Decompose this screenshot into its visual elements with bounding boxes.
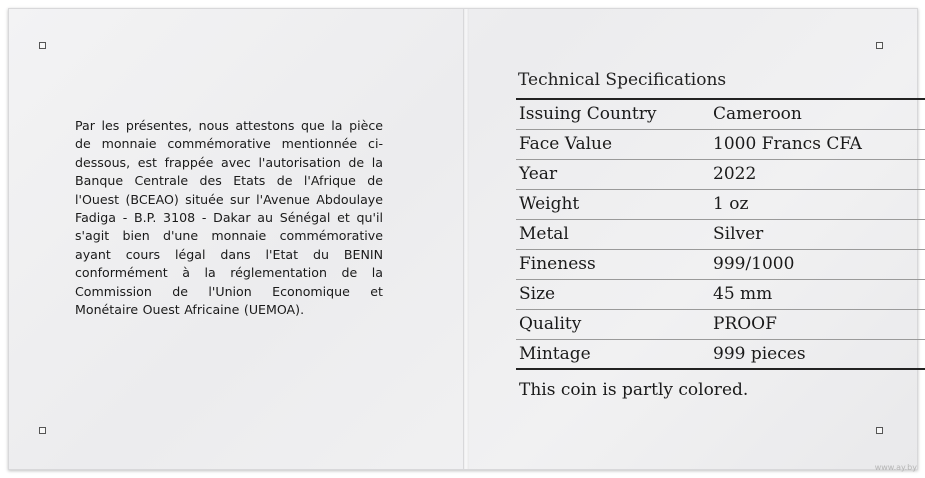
spec-label: Face Value bbox=[516, 129, 710, 159]
corner-mark-icon bbox=[876, 427, 883, 434]
spec-label: Quality bbox=[516, 309, 710, 339]
spec-row-metal bbox=[516, 219, 925, 249]
spec-row-mintage bbox=[516, 339, 925, 369]
spec-row-fineness bbox=[516, 249, 925, 279]
attestation-text: Par les présentes, nous attestons que la pièce de monnaie commémorative mentionnée ci-dessous, est frappée avec l'autorisation de la Banque Centrale des Etats de l'Afrique de l'Ouest (BCEAO) située sur l'Avenue Abdoulaye Fadiga - B.P. 3108 - Dakar au Sénégal et qu'il s'agit bien d'une monnaie commémorative ayant cours légal dans l'Etat du BENIN conformément à la réglementation de la Commission de l'Union Economique et Monétaire Ouest Africaine (UEMOA). bbox=[75, 118, 383, 318]
spec-value: Cameroon bbox=[710, 99, 925, 129]
certificate-card bbox=[8, 8, 918, 470]
spec-value: 2022 bbox=[710, 159, 925, 189]
spec-value: 45 mm bbox=[710, 279, 925, 309]
spec-row-issuing-country bbox=[516, 99, 925, 129]
spec-title: Technical Specifications bbox=[518, 70, 727, 90]
spec-value: 999/1000 bbox=[710, 249, 925, 279]
spec-row-weight bbox=[516, 189, 925, 219]
spec-label: Weight bbox=[516, 189, 710, 219]
spec-row-quality bbox=[516, 309, 925, 339]
spec-value: Silver bbox=[710, 219, 925, 249]
spec-label: Issuing Country bbox=[516, 99, 710, 129]
spec-label: Size bbox=[516, 279, 710, 309]
spec-table bbox=[516, 98, 925, 370]
corner-mark-icon bbox=[876, 42, 883, 49]
spec-value: 999 pieces bbox=[710, 339, 925, 369]
spec-label: Fineness bbox=[516, 249, 710, 279]
corner-mark-icon bbox=[39, 42, 46, 49]
watermark: www.ay.by bbox=[874, 463, 917, 472]
spec-label: Metal bbox=[516, 219, 710, 249]
spec-value: PROOF bbox=[710, 309, 925, 339]
spec-value: 1 oz bbox=[710, 189, 925, 219]
spec-row-year bbox=[516, 159, 925, 189]
spec-note: This coin is partly colored. bbox=[519, 380, 749, 400]
spec-value: 1000 Francs CFA bbox=[710, 129, 925, 159]
corner-mark-icon bbox=[39, 427, 46, 434]
spec-row-face-value bbox=[516, 129, 925, 159]
spec-label: Year bbox=[516, 159, 710, 189]
spec-row-size bbox=[516, 279, 925, 309]
spec-label: Mintage bbox=[516, 339, 710, 369]
certificate-left-panel bbox=[9, 9, 464, 469]
